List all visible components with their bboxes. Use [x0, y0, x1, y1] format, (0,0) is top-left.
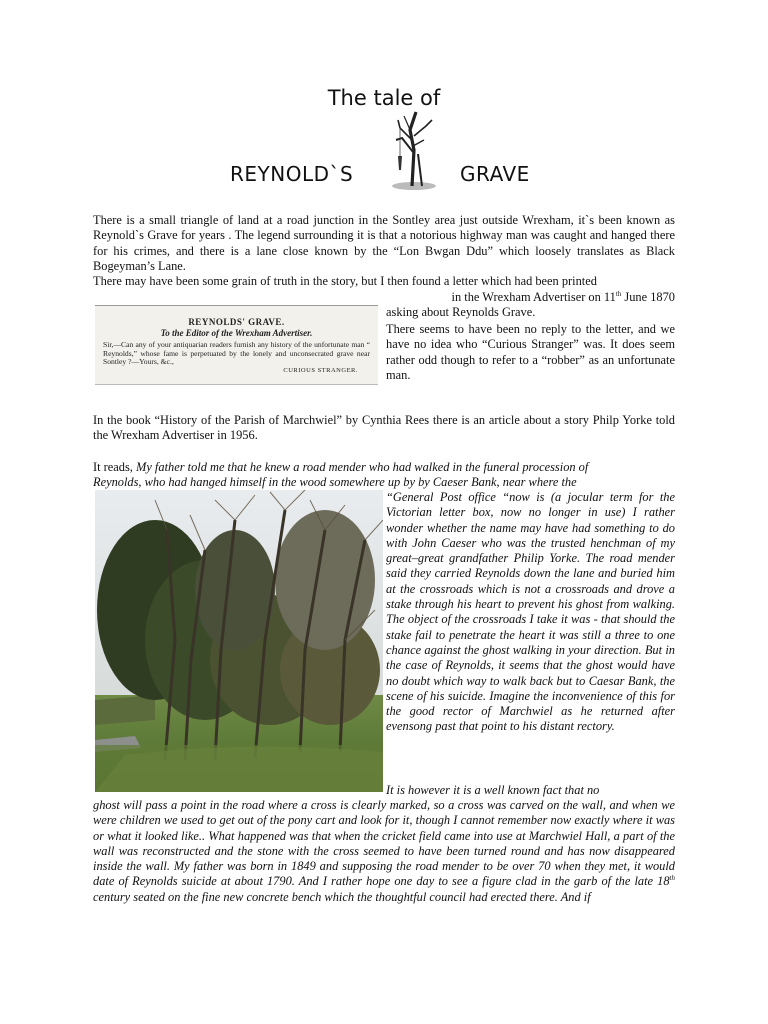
story-right-column-last: It is however it is a well known fact that no [386, 783, 600, 797]
tree-photograph [95, 490, 383, 792]
clipping-body: Sir,—Can any of your antiquarian readers furnish any history of the unfortunate man “ Reynolds,” whose fame is perpetuated by the lonely and unconsecrated grave near Sontley ?—Yours, &c., [103, 340, 370, 367]
title-word-right: GRAVE [460, 162, 530, 186]
book-paragraph: In the book “History of the Parish of Marchwiel” by Cynthia Rees there is an article about a story Philp Yorke told the Wrexham Advertiser in 1956. [93, 413, 675, 443]
title-word-left: REYNOLD`S [230, 162, 354, 186]
title-line-1: The tale of [327, 86, 441, 110]
clipping-subheading: To the Editor of the Wrexham Advertiser. [160, 328, 313, 338]
clipping-heading: REYNOLDS' GRAVE. [188, 317, 285, 327]
newspaper-clipping [95, 305, 378, 385]
clipping-signature: CURIOUS STRANGER. [283, 366, 358, 374]
intro-paragraph-2-line-2: in the Wrexham Advertiser on 11th June 1870 [451, 289, 675, 304]
intro-paragraph-2-line-1: There may have been some grain of truth in the story, but I then found a letter which had been printed [93, 274, 597, 288]
intro-paragraph-1: There is a small triangle of land at a road junction in the Sontley area just outside Wrexham, it`s been known as Reynold`s Grave for years . The legend surrounding it is that a notorious highway man was caught and hanged there for his crimes, and there is a lane close known by the “Lon Bwgan Ddu” which loosely translates as Black Bogeyman’s Lane. [93, 213, 675, 273]
intro-paragraph-2-line-3: asking about Reynolds Grave. [386, 305, 536, 319]
story-line-1: It reads, My father told me that he knew a road mender who had walked in the funeral procession of [93, 460, 589, 474]
hanging-tree-icon [388, 110, 438, 190]
story-bottom-paragraph: ghost will pass a point in the road where a cross is clearly marked, so a cross was carved on the wall, and when we were children we used to get out of the pony cart and look for it, though I cannot remember now exactly where it was or what it looked like.. What happened was that when the cricket field came into use at Marchwiel Hall, a part of the wall was reconstructed and the stone with the cross seemed to have been turned round and has now disappeared inside the wall. My father was born in 1849 and supposing the road mender to be over 70 when they met, it would date of Reynolds suicide at about 1790. And I rather hope one day to see a figure clad in the garb of the late 18th century seated on the fine new concrete bench which the thoughtful council had erected there. And if [93, 798, 675, 904]
story-line-2: Reynolds, who had hanged himself in the wood somewhere up by by Caeser Bank, near where the [93, 475, 577, 489]
story-right-column: “General Post office “now is (a jocular term for the Victorian letter box, now no longer in use) I rather wonder whether the name may have had something to do with John Caeser who was the trusted henchman of my great–great grandfather Philip Yorke. The road mender said they carried Reynolds down the lane and buried him at the crossroads which is not a crossroads and drove a stake through his heart to prevent his ghost from walking. The object of the crossroads I take it was - that should the stake fail to penetrate the heart it was still a three to one chance against the ghost walking in your direction. But in the case of Reynolds, it seems that the ghost would have no doubt which way to walk back but to Caesar Bank, the scene of his suicide. Imagine the inconvenience of this for the good rector of Marchwiel as he returned after evensong past that point to his distant rectory. [386, 490, 675, 734]
intro-paragraph-3: There seems to have been no reply to the letter, and we have no idea who “Curious Stranger” was. It does seem rather odd though to refer to a “robber” as an unfortunate man. [386, 322, 675, 382]
